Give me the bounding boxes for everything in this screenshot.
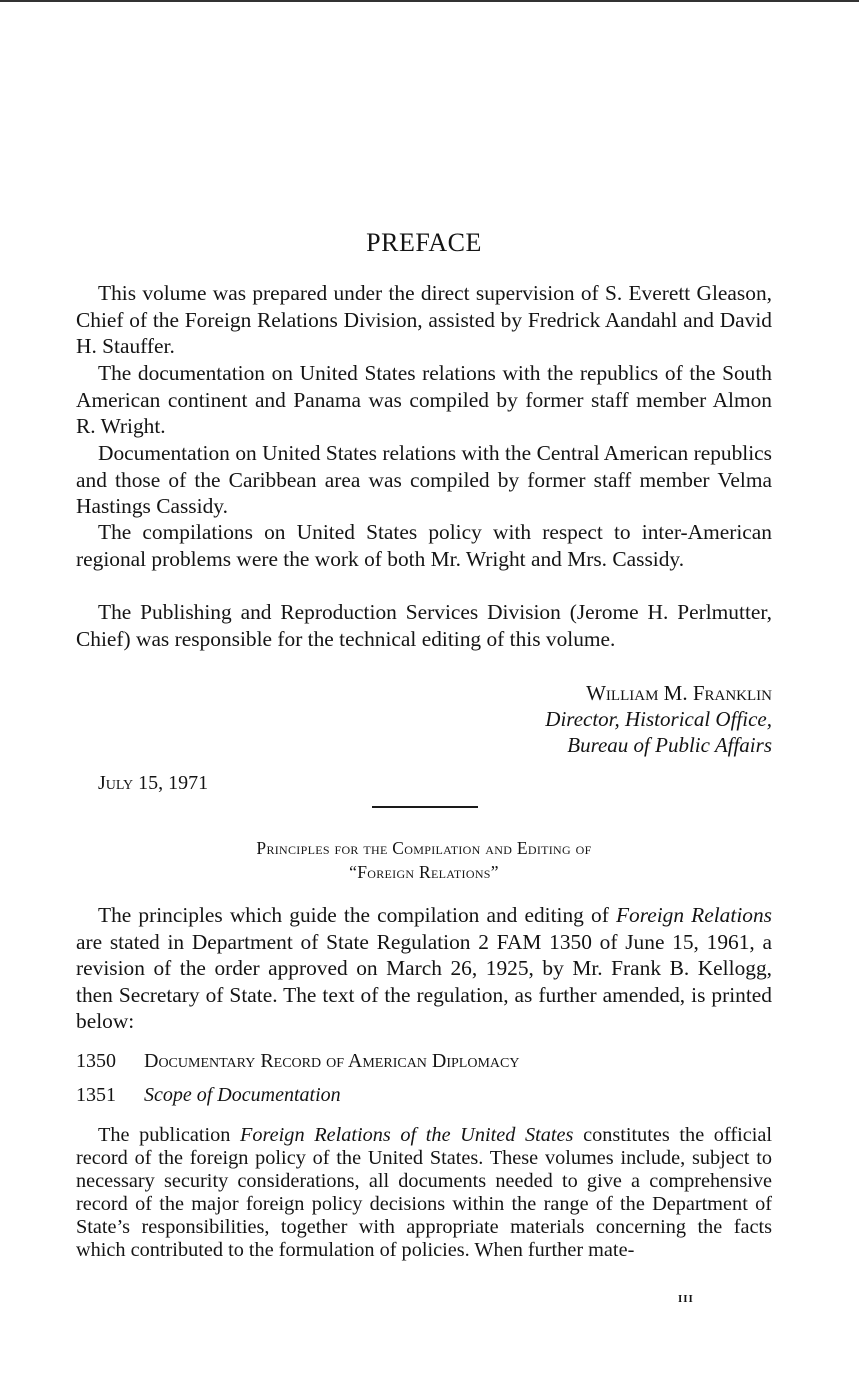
- page-title: PREFACE: [366, 228, 482, 257]
- preface-paragraph-2: The documentation on United States relations with the republics of the South American continent and Panama was compiled by former staff member Almon R. Wright.: [76, 361, 772, 439]
- preface-paragraph-4: The compilations on United States policy with respect to inter-American regional problems were the work of both Mr. Wright and Mrs. Cassidy.: [76, 520, 772, 571]
- section-1350-title: Documentary Record of American Diplomacy: [144, 1050, 520, 1072]
- principles-intro: [76, 902, 772, 1035]
- preface-date: July 15, 1971: [98, 772, 209, 794]
- signature-name: William M. Franklin: [586, 681, 772, 705]
- preface-paragraph-3: Documentation on United States relations with the Central American republics and those of the Caribbean area was compiled by former staff member Velma Hastings Cassidy.: [76, 441, 772, 519]
- signature-title-1: Director, Historical Office,: [545, 707, 772, 731]
- preface-paragraph-1: This volume was prepared under the direct supervision of S. Everett Gleason, Chief of the Foreign Relations Division, assisted by Fredrick Aandahl and David H. Stauffer.: [76, 281, 772, 359]
- intro-text-1: The principles which guide the compilation and editing of: [98, 903, 616, 927]
- top-border: [0, 0, 859, 2]
- section-1350-number: 1350: [76, 1050, 116, 1072]
- section-1351-title: Scope of Documentation: [144, 1084, 341, 1106]
- scope-paragraph: [76, 1124, 772, 1262]
- section-1351-number: 1351: [76, 1084, 116, 1106]
- section-1351: [76, 1082, 341, 1108]
- section-1350: [76, 1048, 519, 1074]
- scope-text-2: constitutes the official record of the foreign policy of the United States. These volumes include, subject to necessary security considerations, all documents needed to give a comprehensive record of the major foreign policy decisions within the range of the Department of State’s responsibilities, together with appropriate materials concerning the facts which contributed to the formulation of policies. When further mate-: [76, 1124, 772, 1261]
- principles-heading-line-1: Principles for the Compilation and Editing of: [256, 838, 592, 858]
- scope-text-1: The publication: [98, 1124, 240, 1146]
- signature-title-2: Bureau of Public Affairs: [567, 733, 772, 757]
- intro-italic-title: Foreign Relations: [615, 903, 772, 927]
- preface-paragraph-5: The Publishing and Reproduction Services Division (Jerome H. Perlmutter, Chief) was responsible for the technical editing of this volume.: [76, 600, 772, 651]
- scope-italic-title: Foreign Relations of the United States: [240, 1124, 574, 1146]
- intro-text-2: are stated in Department of State Regulation 2 FAM 1350 of June 15, 1961, a revision of the order approved on March 26, 1925, by Mr. Frank B. Kellogg, then Secretary of State. The text of the regulation, as further amended, is printed below:: [76, 929, 772, 1034]
- section-divider: [372, 806, 478, 808]
- page-number: iii: [678, 1290, 694, 1306]
- principles-heading-line-2: “Foreign Relations”: [349, 862, 499, 882]
